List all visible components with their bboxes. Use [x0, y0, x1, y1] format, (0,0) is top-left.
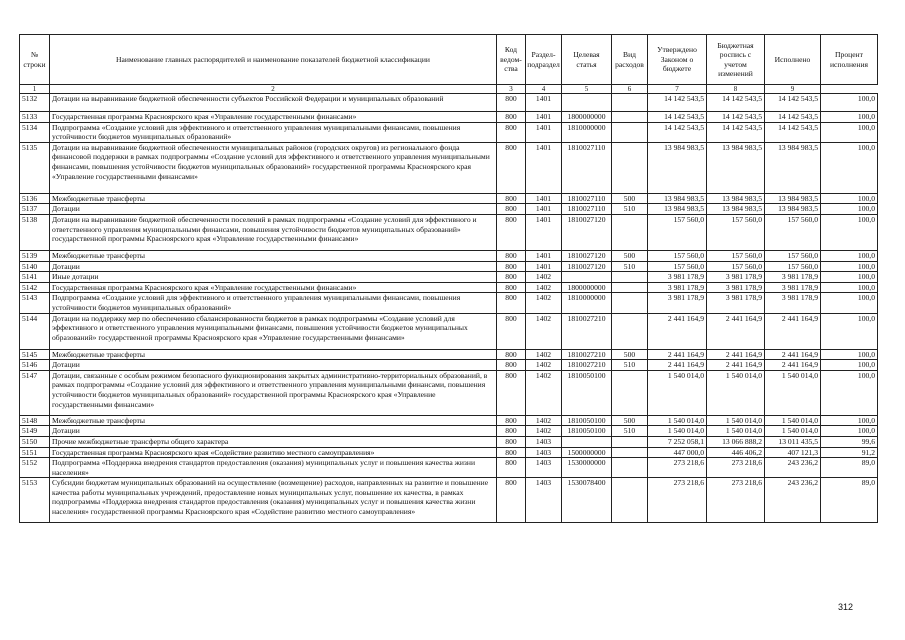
row-number: 5137: [20, 204, 50, 215]
header-name: Наименование главных распорядителей и наименование показателей бюджетной классификации: [50, 35, 497, 85]
row-expense-kind: 510: [612, 426, 648, 437]
row-section: 1403: [526, 458, 562, 478]
row-executed: 157 560,0: [765, 250, 821, 261]
table-row: [20, 426, 878, 437]
row-approved: 2 441 164,9: [648, 313, 707, 349]
table-row: [20, 94, 878, 112]
row-number: 5132: [20, 94, 50, 112]
row-approved: 2 441 164,9: [648, 360, 707, 371]
row-approved: 157 560,0: [648, 214, 707, 250]
row-expense-kind: [612, 478, 648, 523]
row-executed: 1 540 014,0: [765, 370, 821, 415]
row-budget-list: 14 142 543,5: [707, 122, 765, 142]
row-approved: 447 000,0: [648, 447, 707, 458]
header-expense-kind: Вид расходов: [612, 35, 648, 85]
row-approved: 273 218,6: [648, 458, 707, 478]
row-executed: 1 540 014,0: [765, 415, 821, 426]
row-executed: 157 560,0: [765, 214, 821, 250]
row-expense-kind: [612, 313, 648, 349]
row-budget-list: 273 218,6: [707, 478, 765, 523]
row-executed: 1 540 014,0: [765, 426, 821, 437]
row-name: Дотации на выравнивание бюджетной обеспеченности субъектов Российской Федерации и муниципальных образований: [50, 94, 497, 112]
table-row: [20, 272, 878, 283]
header-row-number: № строки: [20, 35, 50, 85]
page-number: 312: [838, 602, 854, 612]
row-expense-kind: 500: [612, 349, 648, 360]
row-number: 5144: [20, 313, 50, 349]
row-percent: 100,0: [821, 272, 878, 283]
row-number: 5136: [20, 193, 50, 204]
row-department-code: 800: [497, 436, 526, 447]
row-section: 1402: [526, 360, 562, 371]
row-name: Межбюджетные трансферты: [50, 415, 497, 426]
row-section: 1403: [526, 436, 562, 447]
row-name: Подпрограмма «Создание условий для эффективного и ответственного управления муниципальными финансами, повышения устойчивости бюджетов муниципальных образований»: [50, 293, 497, 313]
row-budget-list: 2 441 164,9: [707, 360, 765, 371]
table-row: [20, 447, 878, 458]
row-name: Межбюджетные трансферты: [50, 349, 497, 360]
row-percent: 100,0: [821, 360, 878, 371]
row-expense-kind: [612, 214, 648, 250]
row-section: 1402: [526, 293, 562, 313]
row-executed: 13 984 983,5: [765, 204, 821, 215]
row-number: 5133: [20, 112, 50, 123]
row-department-code: 800: [497, 370, 526, 415]
table-body: [20, 94, 878, 523]
row-section: 1402: [526, 349, 562, 360]
row-executed: 157 560,0: [765, 261, 821, 272]
row-target-article: 1810000000: [562, 122, 612, 142]
row-executed: 243 236,2: [765, 478, 821, 523]
row-target-article: [562, 94, 612, 112]
row-percent: 100,0: [821, 94, 878, 112]
row-expense-kind: [612, 458, 648, 478]
row-approved: 7 252 058,1: [648, 436, 707, 447]
row-number: 5134: [20, 122, 50, 142]
row-target-article: 1530078400: [562, 478, 612, 523]
row-name: Государственная программа Красноярского края «Управление государственными финансами»: [50, 112, 497, 123]
header-row: [20, 35, 878, 85]
row-department-code: 800: [497, 360, 526, 371]
table-row: [20, 261, 878, 272]
row-department-code: 800: [497, 293, 526, 313]
row-expense-kind: [612, 122, 648, 142]
header-budget-list: Бюджетная роспись с учетом изменений: [707, 35, 765, 85]
row-expense-kind: [612, 447, 648, 458]
table-row: [20, 112, 878, 123]
row-executed: 14 142 543,5: [765, 94, 821, 112]
row-target-article: 1530000000: [562, 458, 612, 478]
row-section: 1401: [526, 214, 562, 250]
row-expense-kind: [612, 293, 648, 313]
row-section: 1402: [526, 370, 562, 415]
row-name: Иные дотации: [50, 272, 497, 283]
row-department-code: 800: [497, 193, 526, 204]
table-row: [20, 293, 878, 313]
row-expense-kind: [612, 272, 648, 283]
row-percent: 100,0: [821, 193, 878, 204]
row-percent: 91,2: [821, 447, 878, 458]
row-executed: 14 142 543,5: [765, 122, 821, 142]
row-department-code: 800: [497, 272, 526, 283]
row-approved: 13 984 983,5: [648, 142, 707, 193]
row-approved: 3 981 178,9: [648, 293, 707, 313]
row-section: 1401: [526, 261, 562, 272]
table-row: [20, 193, 878, 204]
row-target-article: 1810027110: [562, 193, 612, 204]
row-approved: 1 540 014,0: [648, 370, 707, 415]
row-percent: 89,0: [821, 458, 878, 478]
row-approved: 14 142 543,5: [648, 94, 707, 112]
row-target-article: 1810027110: [562, 204, 612, 215]
row-target-article: [562, 436, 612, 447]
row-expense-kind: [612, 112, 648, 123]
row-name: Дотации на выравнивание бюджетной обеспеченности поселений в рамках подпрограммы «Создание условий для эффективного и ответственного управления муниципальными финансами, повышения устойчивости бюджетов муниципальных образований» государственной программы Красноярского края «Управление государственными финансами»: [50, 214, 497, 250]
header-section: Раздел-подраздел: [526, 35, 562, 85]
row-number: 5145: [20, 349, 50, 360]
row-budget-list: 3 981 178,9: [707, 293, 765, 313]
row-department-code: 800: [497, 415, 526, 426]
row-budget-list: 1 540 014,0: [707, 415, 765, 426]
row-percent: 89,0: [821, 478, 878, 523]
row-department-code: 800: [497, 282, 526, 293]
column-number: 7: [648, 85, 707, 94]
row-section: 1402: [526, 313, 562, 349]
row-executed: 3 981 178,9: [765, 293, 821, 313]
row-name: Дотации на поддержку мер по обеспечению сбалансированности бюджетов в рамках подпрограммы «Создание условий для эффективного и ответственного управления муниципальными финансами, повышения устойчивости бюджетов муниципальных образований» государственной программы Красноярского края «Управление государственными финансами»: [50, 313, 497, 349]
row-department-code: 800: [497, 94, 526, 112]
column-number: 5: [562, 85, 612, 94]
row-department-code: 800: [497, 142, 526, 193]
table-row: [20, 436, 878, 447]
row-name: Государственная программа Красноярского края «Управление государственными финансами»: [50, 282, 497, 293]
column-number: 4: [526, 85, 562, 94]
row-budget-list: 13 984 983,5: [707, 193, 765, 204]
row-name: Дотации: [50, 204, 497, 215]
row-section: 1402: [526, 282, 562, 293]
row-name: Дотации на выравнивание бюджетной обеспеченности муниципальных районов (городских округов) из регионального фонда финансовой поддержки в рамках подпрограммы «Создание условий для эффективного и ответственного управления муниципальными финансами, повышения устойчивости бюджетов муниципальных образований» государственной программы Красноярского края «Управление государственными финансами»: [50, 142, 497, 193]
header-target-article: Целевая статья: [562, 35, 612, 85]
row-expense-kind: [612, 94, 648, 112]
row-approved: 1 540 014,0: [648, 415, 707, 426]
row-approved: 14 142 543,5: [648, 122, 707, 142]
row-executed: 3 981 178,9: [765, 272, 821, 283]
table-row: [20, 478, 878, 523]
row-number: 5152: [20, 458, 50, 478]
row-executed: 13 011 435,5: [765, 436, 821, 447]
row-percent: 100,0: [821, 282, 878, 293]
row-executed: 14 142 543,5: [765, 112, 821, 123]
row-approved: 13 984 983,5: [648, 204, 707, 215]
row-name: Дотации: [50, 426, 497, 437]
row-expense-kind: [612, 282, 648, 293]
row-budget-list: 1 540 014,0: [707, 370, 765, 415]
row-target-article: 1810050100: [562, 426, 612, 437]
row-percent: 99,6: [821, 436, 878, 447]
row-budget-list: 446 406,2: [707, 447, 765, 458]
table-row: [20, 349, 878, 360]
row-section: 1401: [526, 193, 562, 204]
row-target-article: 1810027120: [562, 214, 612, 250]
row-budget-list: 13 066 888,2: [707, 436, 765, 447]
row-department-code: 800: [497, 204, 526, 215]
row-percent: 100,0: [821, 313, 878, 349]
row-name: Подпрограмма «Создание условий для эффективного и ответственного управления муниципальными финансами, повышения устойчивости бюджетов муниципальных образований»: [50, 122, 497, 142]
row-department-code: 800: [497, 112, 526, 123]
row-budget-list: 3 981 178,9: [707, 282, 765, 293]
row-name: Межбюджетные трансферты: [50, 193, 497, 204]
row-approved: 273 218,6: [648, 478, 707, 523]
row-target-article: 1810050100: [562, 370, 612, 415]
header-approved: Утверждено Законом о бюджете: [648, 35, 707, 85]
row-number: 5142: [20, 282, 50, 293]
row-budget-list: 157 560,0: [707, 214, 765, 250]
row-section: 1402: [526, 415, 562, 426]
row-department-code: 800: [497, 478, 526, 523]
row-budget-list: 2 441 164,9: [707, 313, 765, 349]
column-number: 1: [20, 85, 50, 94]
row-number: 5151: [20, 447, 50, 458]
row-expense-kind: 500: [612, 250, 648, 261]
row-name: Дотации: [50, 261, 497, 272]
row-department-code: 800: [497, 214, 526, 250]
row-percent: 100,0: [821, 204, 878, 215]
row-name: Прочие межбюджетные трансферты общего характера: [50, 436, 497, 447]
row-target-article: 1500000000: [562, 447, 612, 458]
row-budget-list: 14 142 543,5: [707, 94, 765, 112]
row-target-article: 1810000000: [562, 293, 612, 313]
column-number: 8: [707, 85, 765, 94]
row-approved: 2 441 164,9: [648, 349, 707, 360]
row-budget-list: 13 984 983,5: [707, 142, 765, 193]
row-number: 5140: [20, 261, 50, 272]
row-percent: 100,0: [821, 426, 878, 437]
column-number: 3: [497, 85, 526, 94]
row-percent: 100,0: [821, 370, 878, 415]
table-row: [20, 415, 878, 426]
header-percent: Процент исполнения: [821, 35, 878, 85]
row-target-article: 1810027210: [562, 313, 612, 349]
table-row: [20, 250, 878, 261]
table-row: [20, 214, 878, 250]
row-approved: 157 560,0: [648, 250, 707, 261]
row-name: Подпрограмма «Поддержка внедрения стандартов предоставления (оказания) муниципальных услуг и повышения качества жизни населения»: [50, 458, 497, 478]
row-budget-list: 2 441 164,9: [707, 349, 765, 360]
table-row: [20, 122, 878, 142]
row-executed: 13 984 983,5: [765, 193, 821, 204]
column-number: 9: [765, 85, 821, 94]
row-approved: 3 981 178,9: [648, 282, 707, 293]
row-target-article: 1810027120: [562, 261, 612, 272]
table-row: [20, 142, 878, 193]
row-target-article: 1810050100: [562, 415, 612, 426]
row-number: 5150: [20, 436, 50, 447]
row-department-code: 800: [497, 447, 526, 458]
row-section: 1403: [526, 447, 562, 458]
row-executed: 2 441 164,9: [765, 349, 821, 360]
row-budget-list: 1 540 014,0: [707, 426, 765, 437]
budget-execution-table: [19, 34, 878, 523]
row-executed: 2 441 164,9: [765, 360, 821, 371]
row-number: 5138: [20, 214, 50, 250]
row-target-article: 1810027210: [562, 360, 612, 371]
row-percent: 100,0: [821, 112, 878, 123]
row-name: Межбюджетные трансферты: [50, 250, 497, 261]
row-target-article: 1800000000: [562, 112, 612, 123]
row-expense-kind: [612, 370, 648, 415]
row-expense-kind: 510: [612, 261, 648, 272]
row-percent: 100,0: [821, 415, 878, 426]
row-number: 5149: [20, 426, 50, 437]
row-department-code: 800: [497, 261, 526, 272]
row-budget-list: 14 142 543,5: [707, 112, 765, 123]
row-number: 5139: [20, 250, 50, 261]
row-section: 1401: [526, 250, 562, 261]
row-budget-list: 13 984 983,5: [707, 204, 765, 215]
row-section: 1401: [526, 94, 562, 112]
row-section: 1402: [526, 426, 562, 437]
table-row: [20, 458, 878, 478]
row-executed: 13 984 983,5: [765, 142, 821, 193]
row-target-article: [562, 272, 612, 283]
column-number: 2: [50, 85, 497, 94]
row-section: 1403: [526, 478, 562, 523]
row-number: 5143: [20, 293, 50, 313]
row-expense-kind: [612, 142, 648, 193]
row-percent: 100,0: [821, 214, 878, 250]
row-expense-kind: [612, 436, 648, 447]
row-section: 1402: [526, 272, 562, 283]
row-executed: 3 981 178,9: [765, 282, 821, 293]
row-name: Субсидии бюджетам муниципальных образований на осуществление (возмещение) расходов, направленных на развитие и повышение качества работы муниципальных учреждений, предоставление новых муниципальных услуг, повышение их качества, в рамках подпрограммы «Поддержка внедрения стандартов предоставления (оказания) муниципальных услуг и повышения качества жизни населения» государственной программы Красноярского края «Содействие развитию местного самоуправления»: [50, 478, 497, 523]
row-executed: 2 441 164,9: [765, 313, 821, 349]
row-approved: 1 540 014,0: [648, 426, 707, 437]
row-section: 1401: [526, 204, 562, 215]
header-executed: Исполнено: [765, 35, 821, 85]
row-target-article: 1810027210: [562, 349, 612, 360]
row-percent: 100,0: [821, 261, 878, 272]
row-budget-list: 157 560,0: [707, 261, 765, 272]
row-number: 5153: [20, 478, 50, 523]
row-executed: 243 236,2: [765, 458, 821, 478]
row-department-code: 800: [497, 458, 526, 478]
row-expense-kind: 500: [612, 415, 648, 426]
row-budget-list: 157 560,0: [707, 250, 765, 261]
row-percent: 100,0: [821, 250, 878, 261]
row-name: Дотации, связанные с особым режимом безопасного функционирования закрытых административно-территориальных образований, в рамках подпрограммы «Создание условий для эффективного и ответственного управления муниципальными финансами, повышения устойчивости бюджетов муниципальных образований» государственной программы Красноярского края «Управление государственными финансами»: [50, 370, 497, 415]
row-department-code: 800: [497, 426, 526, 437]
row-approved: 14 142 543,5: [648, 112, 707, 123]
row-executed: 407 121,3: [765, 447, 821, 458]
row-department-code: 800: [497, 349, 526, 360]
row-expense-kind: 510: [612, 204, 648, 215]
row-section: 1401: [526, 122, 562, 142]
column-number: 6: [612, 85, 648, 94]
row-approved: 13 984 983,5: [648, 193, 707, 204]
row-department-code: 800: [497, 250, 526, 261]
row-name: Дотации: [50, 360, 497, 371]
row-percent: 100,0: [821, 122, 878, 142]
row-department-code: 800: [497, 313, 526, 349]
row-section: 1401: [526, 112, 562, 123]
row-target-article: 1810027110: [562, 142, 612, 193]
row-number: 5148: [20, 415, 50, 426]
row-name: Государственная программа Красноярского края «Содействие развитию местного самоуправления»: [50, 447, 497, 458]
row-target-article: 1800000000: [562, 282, 612, 293]
table-row: [20, 360, 878, 371]
row-percent: 100,0: [821, 293, 878, 313]
row-expense-kind: 510: [612, 360, 648, 371]
row-budget-list: 273 218,6: [707, 458, 765, 478]
row-percent: 100,0: [821, 142, 878, 193]
row-number: 5147: [20, 370, 50, 415]
row-number: 5135: [20, 142, 50, 193]
row-number: 5141: [20, 272, 50, 283]
row-expense-kind: 500: [612, 193, 648, 204]
row-percent: 100,0: [821, 349, 878, 360]
row-approved: 3 981 178,9: [648, 272, 707, 283]
table-row: [20, 204, 878, 215]
row-approved: 157 560,0: [648, 261, 707, 272]
table-row: [20, 282, 878, 293]
header-department-code: Код ведом-ства: [497, 35, 526, 85]
row-department-code: 800: [497, 122, 526, 142]
row-budget-list: 3 981 178,9: [707, 272, 765, 283]
table-row: [20, 370, 878, 415]
row-section: 1401: [526, 142, 562, 193]
column-numbers-row: [20, 85, 878, 94]
row-number: 5146: [20, 360, 50, 371]
table-row: [20, 313, 878, 349]
row-target-article: 1810027120: [562, 250, 612, 261]
